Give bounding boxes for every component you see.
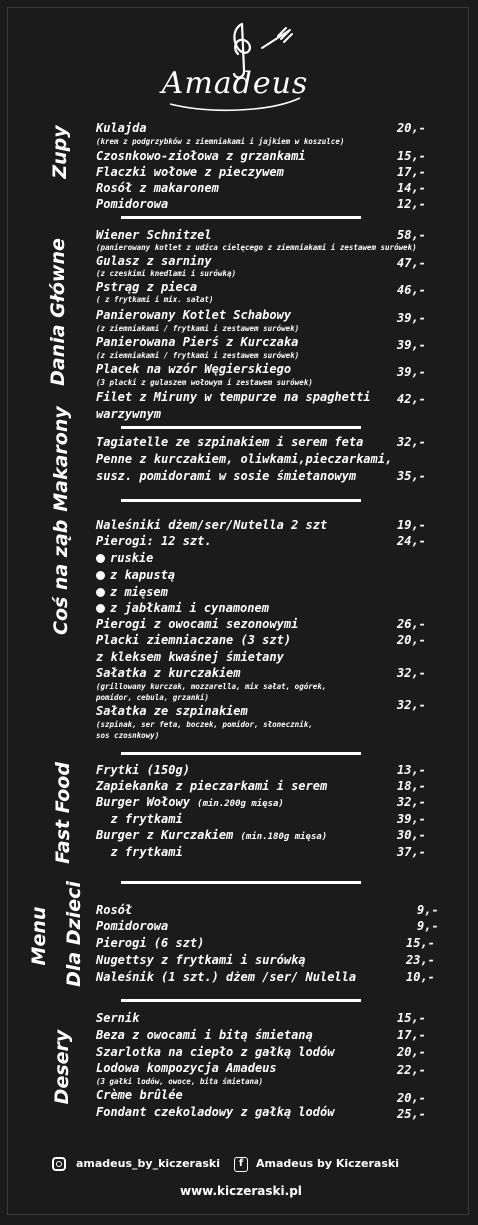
instagram-icon[interactable] bbox=[52, 1157, 66, 1171]
logo-text: Amadeus bbox=[161, 66, 309, 101]
menu-item: Lodowa kompozycja Amadeus bbox=[96, 1061, 277, 1075]
menu-item-note: (szpinak, ser feta, boczek, pomidor, słonecznik, bbox=[96, 720, 313, 729]
menu-item-note: ( z frytkami i mix. sałat) bbox=[96, 295, 214, 304]
menu-item: Zapiekanka z pieczarkami i serem bbox=[96, 779, 328, 793]
menu-item: Pierogi z owocami sezonowymi bbox=[96, 617, 299, 631]
menu-item-price: 20,- bbox=[397, 1045, 426, 1059]
section-divider bbox=[121, 999, 361, 1002]
menu-subitem: ruskie bbox=[96, 551, 153, 565]
menu-item-price: 24,- bbox=[397, 534, 426, 548]
menu-item-price: 20,- bbox=[397, 633, 426, 647]
menu-item-price: 14,- bbox=[397, 181, 426, 195]
menu-item-price: 9,- bbox=[417, 903, 439, 917]
menu-item-price: 47,- bbox=[397, 256, 426, 270]
menu-item-price: 35,- bbox=[397, 469, 426, 483]
menu-item-price: 18,- bbox=[397, 779, 426, 793]
section-label-zupy: Zupy bbox=[49, 125, 71, 179]
menu-item: Flaczki wołowe z pieczywem bbox=[96, 165, 284, 179]
facebook-icon[interactable]: f bbox=[234, 1157, 248, 1172]
instagram-handle[interactable]: amadeus_by_kiczeraski bbox=[76, 1157, 221, 1170]
menu-item: Panierowany Kotlet Schabowy bbox=[96, 308, 292, 322]
menu-item: Tagiatelle ze szpinakiem i serem feta bbox=[96, 435, 364, 449]
bullet-icon bbox=[96, 588, 105, 597]
menu-item: Frytki (150g) bbox=[96, 763, 190, 777]
menu-item: Gulasz z sarniny bbox=[96, 254, 212, 268]
menu-item: Naleśnik (1 szt.) dżem /ser/ Nulella bbox=[96, 970, 357, 984]
menu-item-price: 26,- bbox=[397, 617, 426, 631]
menu-item: Sałatka z kurczakiem bbox=[96, 666, 241, 680]
menu-item-price: 15,- bbox=[397, 149, 426, 163]
bullet-icon bbox=[96, 604, 105, 613]
menu-item-price: 32,- bbox=[397, 435, 426, 449]
menu-item: warzywnym bbox=[96, 407, 162, 421]
menu-item: z frytkami bbox=[96, 845, 183, 859]
menu-item: Pierogi (6 szt) bbox=[96, 936, 205, 950]
menu-item: Sernik bbox=[96, 1011, 140, 1025]
bullet-icon bbox=[96, 554, 105, 563]
menu-item: Placki ziemniaczane (3 szt) bbox=[96, 633, 292, 647]
menu-item: Burger Wołowy (min.200g mięsa) bbox=[96, 795, 284, 809]
menu-item-note: (panierowany kotlet z udźca cielęcego z ziemniakami i zestawem surówek) bbox=[96, 243, 417, 252]
menu-item-price: 15,- bbox=[406, 936, 435, 950]
section-label-dla-dzieci: Dla Dzieci bbox=[63, 881, 85, 987]
menu-item: Kulajda bbox=[96, 121, 147, 135]
menu-item-note: (3 gałki lodów, owoce, bita śmietana) bbox=[96, 1077, 264, 1086]
menu-item-price: 58,- bbox=[397, 228, 426, 242]
menu-item-price: 19,- bbox=[397, 518, 426, 532]
menu-item: Fondant czekoladowy z gałką lodów bbox=[96, 1105, 335, 1119]
menu-item: Szarlotka na ciepło z gałką lodów bbox=[96, 1045, 335, 1059]
section-label-dania: Dania Główne bbox=[47, 238, 69, 386]
menu-item: Pomidorowa bbox=[96, 919, 169, 933]
section-divider bbox=[121, 499, 361, 502]
section-label-cos-na-zab: Coś na ząb bbox=[50, 519, 72, 635]
menu-item: Filet z Miruny w tempurze na spaghetti bbox=[96, 390, 371, 404]
menu-item-price: 25,- bbox=[397, 1107, 426, 1121]
section-label-desery: Desery bbox=[51, 1029, 73, 1105]
menu-item: Crème brûlée bbox=[96, 1088, 183, 1102]
menu-subitem: z jabłkami i cynamonem bbox=[96, 601, 269, 615]
menu-item: z kleksem kwaśnej śmietany bbox=[96, 650, 284, 664]
menu-item-price: 46,- bbox=[397, 283, 426, 297]
menu-item-note: (z ziemniakami / frytkami i zestawem surówek) bbox=[96, 351, 300, 360]
menu-item-price: 39,- bbox=[397, 311, 426, 325]
section-label-menu: Menu bbox=[28, 906, 50, 966]
menu-item-note: (3 placki z gulaszem wołowym i zestawem surówek) bbox=[96, 378, 313, 387]
menu-item: Placek na wzór Węgierskiego bbox=[96, 362, 292, 376]
menu-item: Penne z kurczakiem, oliwkami,pieczarkami, bbox=[96, 452, 393, 466]
menu-item: Nugettsy z frytkami i surówką bbox=[96, 953, 306, 967]
menu-item: Naleśniki dżem/ser/Nutella 2 szt bbox=[96, 518, 328, 532]
menu-item: Sałatka ze szpinakiem bbox=[96, 704, 248, 718]
menu-item-note: (z czeskimi knedlami i surówką) bbox=[96, 269, 236, 278]
menu-item-price: 23,- bbox=[406, 953, 435, 967]
menu-item-price: 15,- bbox=[397, 1011, 426, 1025]
menu-item: Pierogi: 12 szt. bbox=[96, 534, 212, 548]
menu-item: Rosół z makaronem bbox=[96, 181, 219, 195]
menu-subitem: z mięsem bbox=[96, 585, 168, 599]
bullet-icon bbox=[96, 571, 105, 580]
menu-item-note: (grillowany kurczak, mozzarella, mix sałat, ogórek, bbox=[96, 682, 327, 691]
website-link[interactable]: www.kiczeraski.pl bbox=[180, 1184, 302, 1198]
menu-item-price: 22,- bbox=[397, 1063, 426, 1077]
menu-subitem: z kapustą bbox=[96, 568, 175, 582]
section-divider bbox=[121, 216, 361, 219]
menu-item: susz. pomidorami w sosie śmietanowym bbox=[96, 469, 357, 483]
menu-item-price: 20,- bbox=[397, 121, 426, 135]
section-label-makarony: Makarony bbox=[50, 406, 72, 512]
menu-item-price: 30,- bbox=[397, 828, 426, 842]
section-divider bbox=[121, 426, 361, 429]
facebook-page[interactable]: Amadeus by Kiczeraski bbox=[256, 1157, 399, 1170]
menu-item-price: 32,- bbox=[397, 666, 426, 680]
menu-item: Wiener Schnitzel bbox=[96, 228, 212, 242]
section-divider bbox=[121, 752, 361, 755]
menu-item-price: 42,- bbox=[397, 392, 426, 406]
menu-item: z frytkami bbox=[96, 812, 183, 826]
menu-item: Panierowana Pierś z Kurczaka bbox=[96, 335, 299, 349]
menu-item-price: 20,- bbox=[397, 1091, 426, 1105]
menu-item: Czosnkowo-ziołowa z grzankami bbox=[96, 149, 306, 163]
menu-item-price: 32,- bbox=[397, 795, 426, 809]
menu-item-note: sos czosnkowy) bbox=[96, 731, 160, 740]
section-label-fast-food: Fast Food bbox=[52, 762, 74, 864]
menu-item-price: 39,- bbox=[397, 812, 426, 826]
menu-item-price: 10,- bbox=[406, 970, 435, 984]
menu-item: Burger z Kurczakiem (min.180g mięsa) bbox=[96, 828, 328, 842]
menu-item: Pomidorowa bbox=[96, 197, 169, 211]
menu-item: Pstrąg z pieca bbox=[96, 280, 198, 294]
menu-item-note: (krem z podgrzybków z ziemniakami i jajkiem w koszulce) bbox=[96, 137, 345, 146]
menu-item-price: 12,- bbox=[397, 197, 426, 211]
menu-item-price: 17,- bbox=[397, 1028, 426, 1042]
menu-item: Beza z owocami i bitą śmietaną bbox=[96, 1028, 313, 1042]
menu-item-note: pomidor, cebula, grzanki) bbox=[96, 693, 209, 702]
menu-item-price: 37,- bbox=[397, 845, 426, 859]
menu-item-price: 17,- bbox=[397, 165, 426, 179]
menu-item-price: 13,- bbox=[397, 763, 426, 777]
menu-item-price: 9,- bbox=[417, 919, 439, 933]
amadeus-logo bbox=[150, 18, 320, 113]
menu-item-note: (z ziemniakami / frytkami i zestawem surówek) bbox=[96, 324, 300, 333]
section-divider bbox=[121, 881, 361, 884]
menu-item-price: 39,- bbox=[397, 338, 426, 352]
menu-item-price: 39,- bbox=[397, 365, 426, 379]
menu-item: Rosół bbox=[96, 903, 133, 917]
menu-item-price: 32,- bbox=[397, 698, 426, 712]
